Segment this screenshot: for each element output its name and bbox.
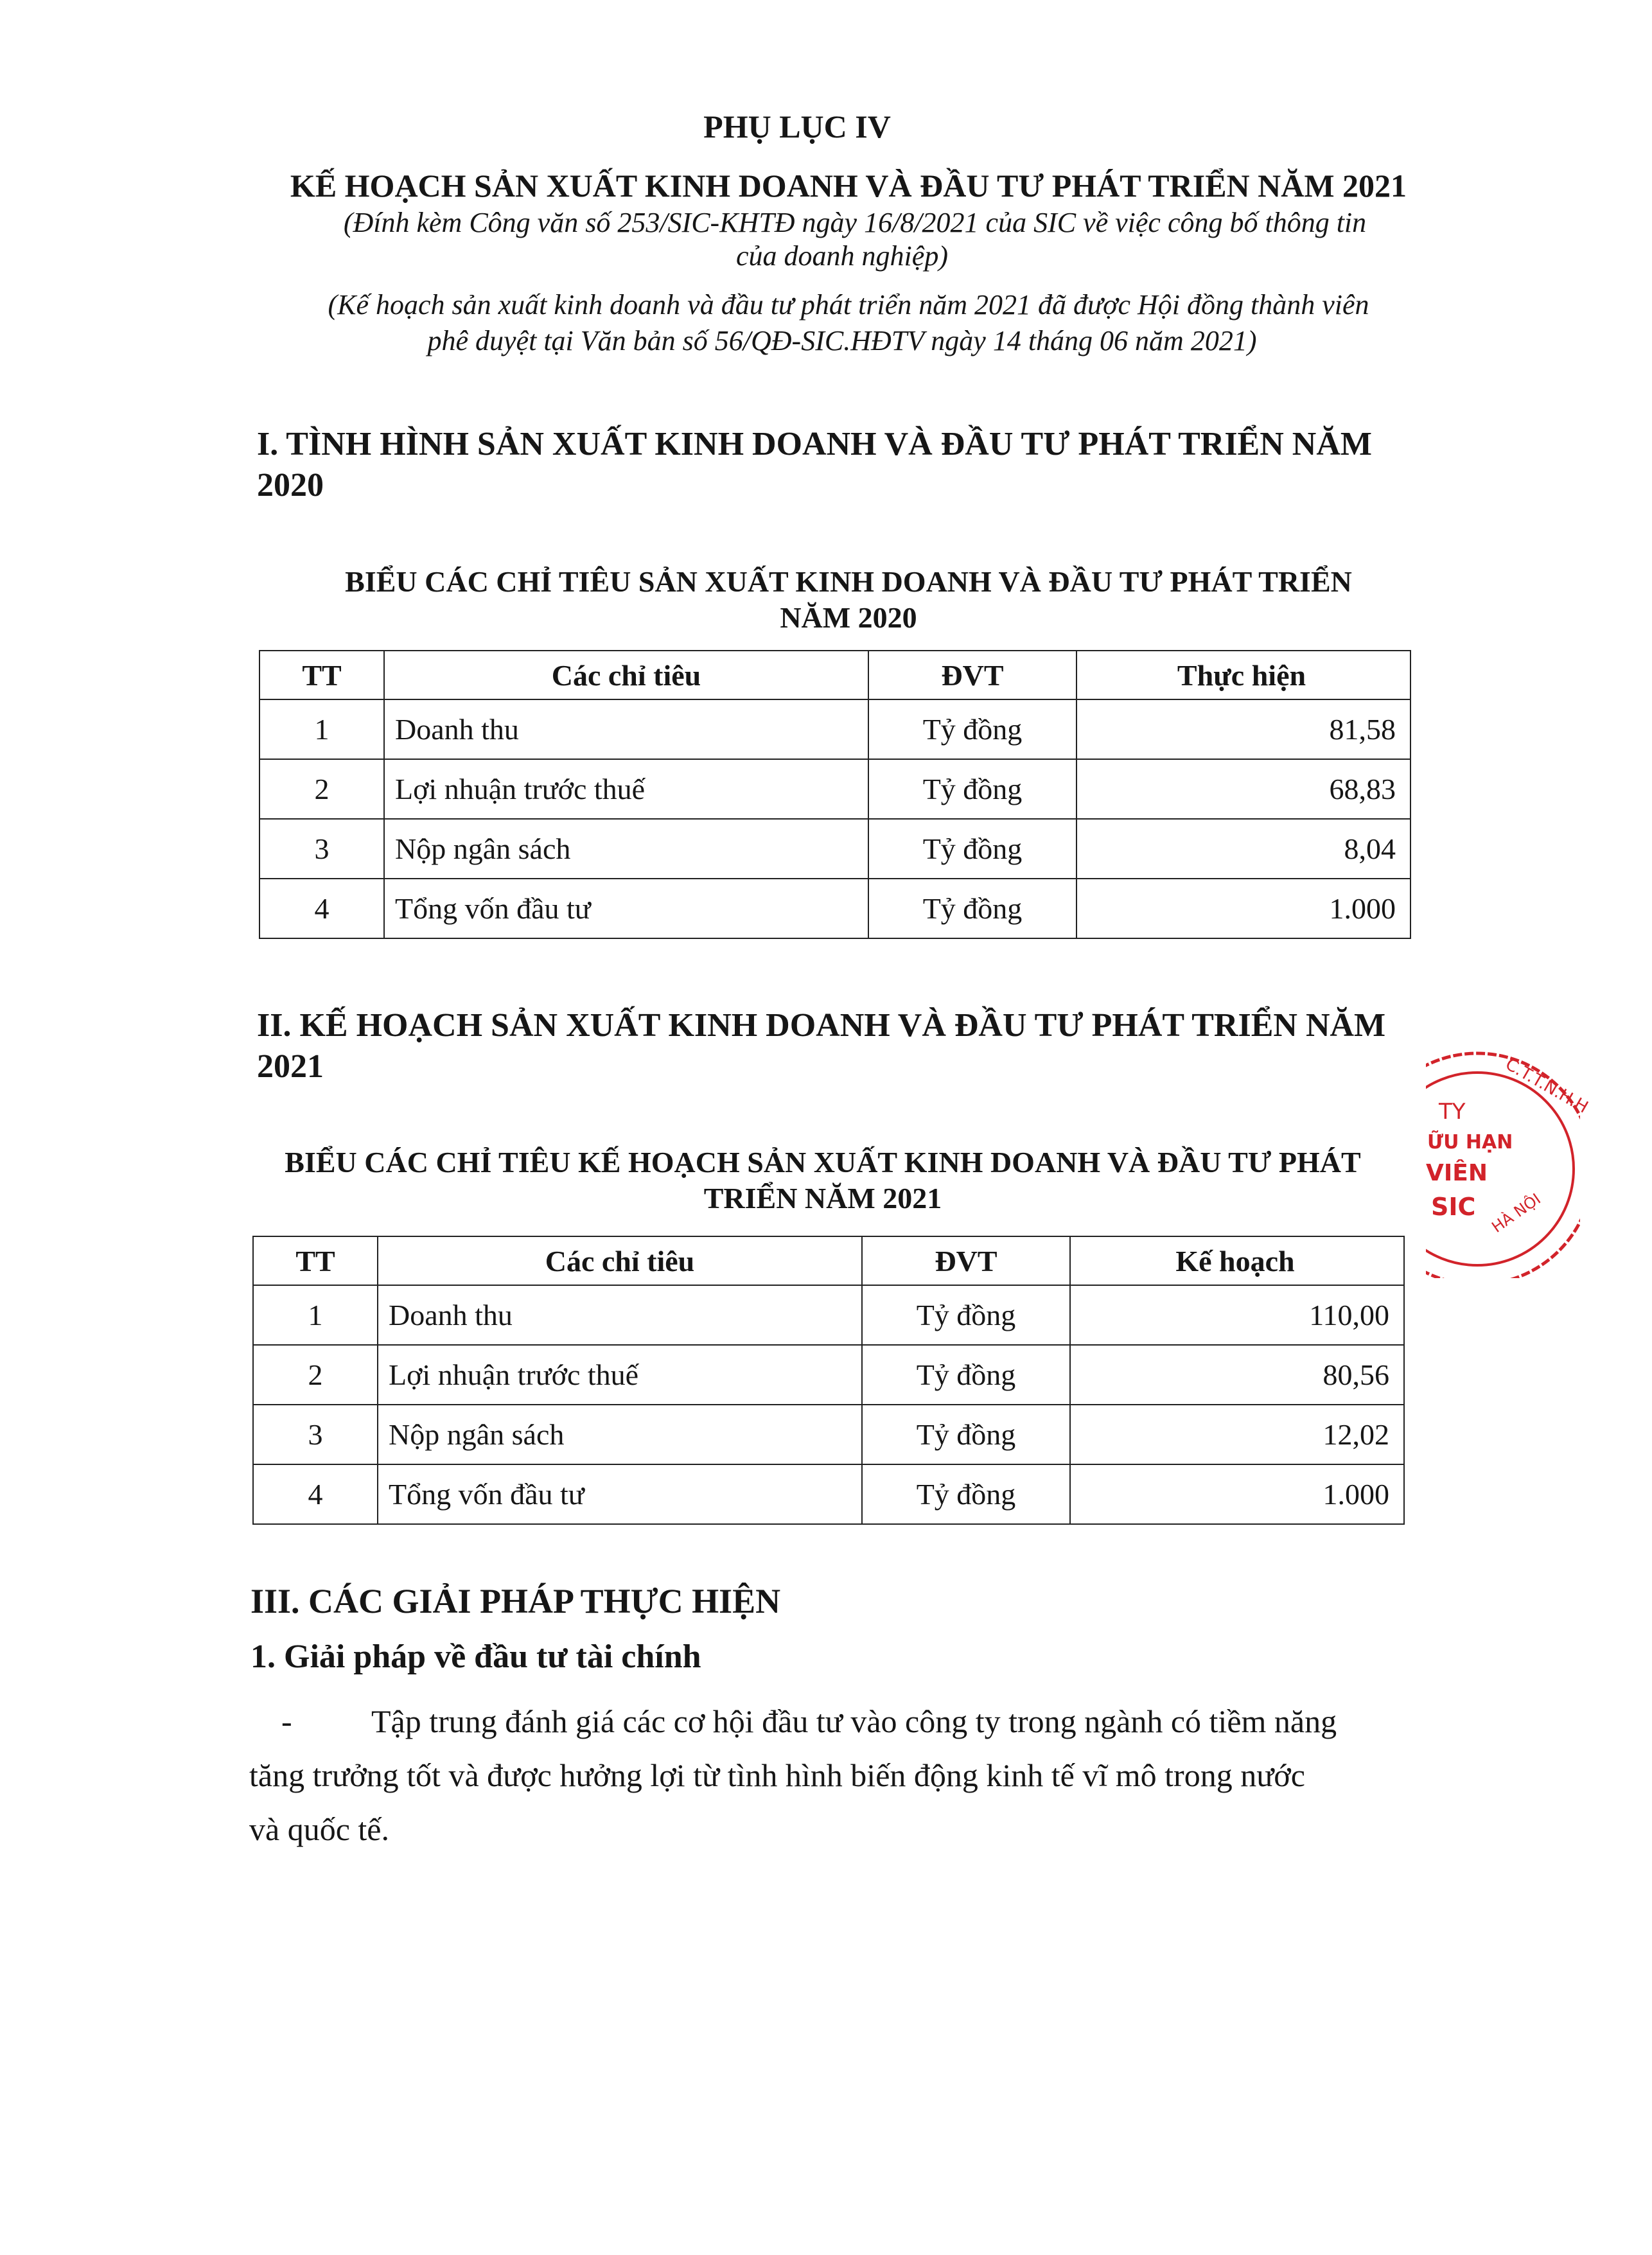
cell-unit: Tỷ đồng (868, 759, 1076, 819)
cell-tt: 1 (253, 1285, 378, 1345)
table-row (259, 819, 1410, 879)
table-2021-plan (252, 1236, 1405, 1525)
cell-unit: Tỷ đồng (868, 699, 1076, 759)
table-row (259, 699, 1410, 759)
cell-unit: Tỷ đồng (868, 879, 1076, 938)
table1-title-line2: NĂM 2020 (780, 601, 917, 634)
cell-value: 80,56 (1070, 1345, 1404, 1405)
cell-tt: 1 (259, 699, 384, 759)
section1-heading-line1: I. TÌNH HÌNH SẢN XUẤT KINH DOANH VÀ ĐẦU TƯ PHÁT TRIỂN NĂM (257, 426, 1372, 462)
cell-value: 110,00 (1070, 1285, 1404, 1345)
table-row (259, 759, 1410, 819)
section2-heading (257, 1005, 1413, 1087)
cell-indicator: Lợi nhuận trước thuế (384, 759, 868, 819)
table2-title-line2: TRIỂN NĂM 2021 (703, 1182, 942, 1215)
cell-value: 1.000 (1076, 879, 1410, 938)
col-header-tt: TT (259, 651, 384, 699)
table1-title-line1: BIỂU CÁC CHỈ TIÊU SẢN XUẤT KINH DOANH VÀ ĐẦU TƯ PHÁT TRIỂN (345, 565, 1352, 598)
appendix-title: PHỤ LỤC IV (703, 109, 891, 145)
cell-value: 8,04 (1076, 819, 1410, 879)
cell-value: 12,02 (1070, 1405, 1404, 1464)
section2-heading-line1: II. KẾ HOẠCH SẢN XUẤT KINH DOANH VÀ ĐẦU TƯ PHÁT TRIỂN NĂM (257, 1007, 1386, 1044)
paragraph-line3: và quốc tế. (249, 1811, 389, 1847)
section3-paragraph (249, 1694, 1399, 1856)
cell-value: 81,58 (1076, 699, 1410, 759)
cell-value: 1.000 (1070, 1464, 1404, 1524)
cell-indicator: Doanh thu (378, 1285, 862, 1345)
stamp-line2: ỮU HẠN (1427, 1131, 1513, 1154)
col-header-actual: Thực hiện (1076, 651, 1410, 699)
stamp-text-top: C.T.T.N.H.H (1502, 1055, 1592, 1118)
stamp-line1: TY (1439, 1099, 1466, 1125)
paragraph-line1-text: Tập trung đánh giá các cơ hội đầu tư vào công ty trong ngành có tiềm năng (371, 1703, 1337, 1739)
section3-heading: III. CÁC GIẢI PHÁP THỰC HIỆN (250, 1582, 781, 1620)
col-header-tt: TT (253, 1236, 378, 1285)
attachment-note-line2: của doanh nghiệp) (736, 240, 948, 272)
table-row (259, 879, 1410, 938)
col-header-indicator: Các chỉ tiêu (378, 1236, 862, 1285)
section2-heading-line2: 2021 (257, 1048, 324, 1085)
table2-title (26, 1145, 1620, 1216)
col-header-unit: ĐVT (868, 651, 1076, 699)
table2-title-line1: BIỂU CÁC CHỈ TIÊU KẾ HOẠCH SẢN XUẤT KINH DOANH VÀ ĐẦU TƯ PHÁT (285, 1146, 1361, 1179)
table-header-row (253, 1236, 1404, 1285)
table-row (253, 1464, 1404, 1524)
table-row (253, 1405, 1404, 1464)
cell-tt: 3 (253, 1405, 378, 1464)
cell-indicator: Nộp ngân sách (384, 819, 868, 879)
table-header-row (259, 651, 1410, 699)
section1-heading-line2: 2020 (257, 467, 324, 504)
stamp-line4: SIC (1431, 1193, 1476, 1221)
section1-heading (257, 424, 1413, 506)
section3-subheading: 1. Giải pháp về đầu tư tài chính (250, 1638, 701, 1675)
cell-tt: 2 (253, 1345, 378, 1405)
col-header-plan: Kế hoạch (1070, 1236, 1404, 1285)
cell-indicator: Nộp ngân sách (378, 1405, 862, 1464)
cell-indicator: Doanh thu (384, 699, 868, 759)
col-header-indicator: Các chỉ tiêu (384, 651, 868, 699)
document-title: KẾ HOẠCH SẢN XUẤT KINH DOANH VÀ ĐẦU TƯ PHÁT TRIỂN NĂM 2021 (290, 168, 1407, 204)
stamp-text-bottom: HÀ NỘI (1488, 1189, 1544, 1236)
table-2020-indicators (259, 650, 1411, 939)
cell-tt: 4 (259, 879, 384, 938)
stamp-line3: VIÊN (1426, 1160, 1488, 1186)
paragraph-line2: tăng trưởng tốt và được hưởng lợi từ tình hình biến động kinh tế vĩ mô trong nước (249, 1757, 1305, 1793)
paragraph-line1 (249, 1694, 1399, 1748)
cell-tt: 3 (259, 819, 384, 879)
cell-indicator: Tổng vốn đầu tư (384, 879, 868, 938)
approval-note-line2: phê duyệt tại Văn bản số 56/QĐ-SIC.HĐTV ngày 14 tháng 06 năm 2021) (427, 325, 1257, 356)
cell-unit: Tỷ đồng (862, 1464, 1070, 1524)
table1-title (51, 564, 1646, 636)
cell-unit: Tỷ đồng (862, 1285, 1070, 1345)
table-row (253, 1345, 1404, 1405)
cell-tt: 4 (253, 1464, 378, 1524)
cell-unit: Tỷ đồng (868, 819, 1076, 879)
col-header-unit: ĐVT (862, 1236, 1070, 1285)
cell-value: 68,83 (1076, 759, 1410, 819)
company-seal-stamp (1426, 1008, 1592, 1278)
cell-indicator: Lợi nhuận trước thuế (378, 1345, 862, 1405)
table-row (253, 1285, 1404, 1345)
bullet-dash: - (281, 1703, 292, 1739)
approval-note-line1: (Kế hoạch sản xuất kinh doanh và đầu tư phát triển năm 2021 đã được Hội đồng thành viên (328, 289, 1369, 320)
cell-indicator: Tổng vốn đầu tư (378, 1464, 862, 1524)
cell-tt: 2 (259, 759, 384, 819)
cell-unit: Tỷ đồng (862, 1405, 1070, 1464)
cell-unit: Tỷ đồng (862, 1345, 1070, 1405)
attachment-note-line1: (Đính kèm Công văn số 253/SIC-KHTĐ ngày 16/8/2021 của SIC về việc công bố thông tin (343, 207, 1367, 238)
